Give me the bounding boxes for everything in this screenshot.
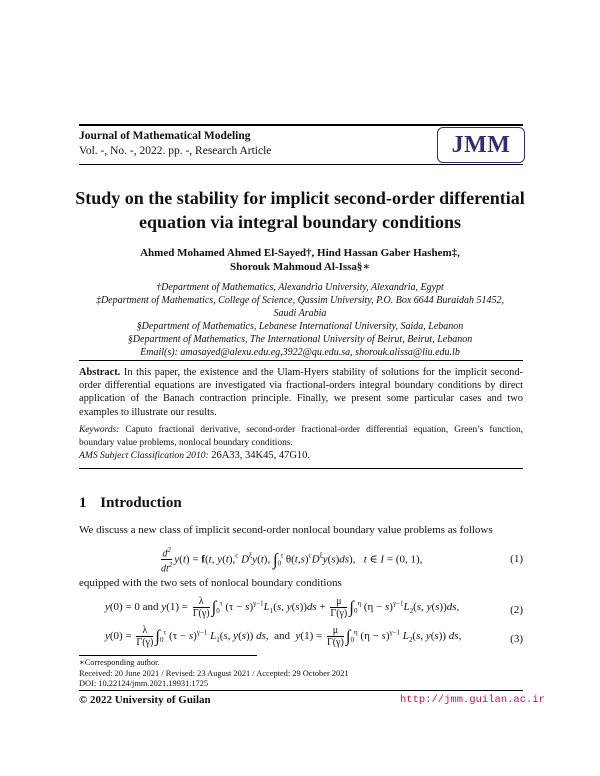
equation-2-number: (2) (510, 604, 523, 616)
doi: DOI: 10.22124/jmm.2021.19931.1725 (79, 679, 209, 689)
copyright: © 2022 University of Guilan (79, 694, 211, 706)
keywords-label: Keywords: (79, 425, 120, 435)
abstract-text: In this paper, the existence and the Ulam-Hyers stability of solutions for the implicit second-order differential equations are investigated via fractional-orders integral boundary conditions by direct application of the Banach contraction principle. Finally, we present some particular cases and two examples to illustrate our results. (79, 367, 523, 418)
journal-name: Journal of Mathematical Modeling (79, 130, 251, 142)
footnotes (79, 658, 349, 690)
affiliation-2: ‡Department of Mathematics, College of Science, Qassim University, P.O. Box 6644 Buraidah 51452, (95, 295, 505, 307)
authors-line-1: Ahmed Mohamed Ahmed El-Sayed†, Hind Hassan Gaber Hashem‡, (140, 247, 460, 259)
intro-paragraph: We discuss a new class of implicit second-order nonlocal boundary value problems as follows (79, 524, 493, 536)
section-number: 1 (79, 495, 87, 511)
author-list (60, 246, 540, 274)
equation-3-number: (3) (510, 633, 523, 645)
keywords (79, 424, 523, 449)
equation-2-body: y(0) = 0 and y(1) = $\frac{\lambda}{\Gamma(\gamma)}$ $\int_0^\tau$ $(\tau - s)^{\gamma-1}L_1(s$, y(s))ds + $\frac{\mu}{\Gamma(\gamma)}$ $\int_0^\eta$ $(\eta - s)^{\gamma-1}L_2(s$, y(s))ds, (105, 596, 460, 619)
author-emails: Email(s): amasayed@alexu.edu.eg,3922@qu.edu.sa, shorouk.alissa@liu.edu.lb (140, 347, 460, 359)
equation-3-body: y(0) = $\frac{\lambda}{\Gamma(\gamma)}$ $\int_0^\tau$ $(\tau - s)^{\gamma-1}$ $L_1(s$, y(s)) ds, and y(1) = $\frac{\mu}{\Gamma(\gamma)}$ $\int_0^\eta$ $(\eta - s)^{\gamma-1}$ $L_2(s$, y(s)) ds, (105, 625, 462, 648)
section-heading (79, 495, 182, 512)
ams-codes: 26A33, 34K45, 47G10. (211, 450, 311, 461)
footnote-rule (79, 655, 257, 656)
equation-3-and: and (274, 630, 291, 643)
corresponding-author-note: ∗Corresponding author. (79, 658, 160, 667)
abstract-label: Abstract. (79, 367, 121, 378)
abstract (79, 366, 523, 419)
volume-line: Vol. -, No. -, 2022. pp. -, Research Article (79, 145, 272, 157)
abstract-top-rule (79, 360, 523, 361)
abstract-bottom-rule (79, 468, 523, 469)
authors-line-2: Shorouk Mahmoud Al-Issa§∗ (229, 261, 371, 273)
keywords-text: Caputo fractional derivative, second-order fractional-order differential equation, Green’s function, boundary value problems, nonlocal boundary conditions. (79, 425, 524, 448)
paper-title (60, 186, 540, 234)
ams-classification (79, 450, 310, 461)
affiliation-2-cont: Saudi Arabia (273, 308, 327, 320)
equation-2-and: and (142, 601, 159, 614)
header-bottom-rule (79, 164, 523, 165)
second-derivative: $\frac{d^2}{dt^2}$ (161, 546, 173, 575)
affiliation-4: §Department of Mathematics, The International University of Beirut, Beirut, Lebanon (127, 334, 473, 346)
title-line-2: equation via integral boundary conditions (138, 212, 462, 232)
affiliations (40, 281, 560, 360)
title-line-1: Study on the stability for implicit second-order differential (75, 188, 525, 208)
header-top-rule (79, 124, 523, 126)
ams-label: AMS Subject Classification 2010: (79, 450, 209, 461)
received-dates: Received: 20 June 2021 / Revised: 23 August 2021 / Accepted: 29 October 2021 (79, 668, 349, 678)
equation-1-number: (1) (510, 553, 523, 565)
footer-rule (79, 690, 523, 691)
equation-1-body: $\frac{d^2}{dt^2}$ y(t) = f(t, y(t),$^c$ $D^\xi y(t)$, $\int_0^t$ $\theta(t,s)^cD^\xi y(s)ds$), t ∈ I = (0, 1), (161, 546, 423, 575)
journal-url-link[interactable]: http://jmm.guilan.ac.ir (400, 694, 545, 706)
section-title: Introduction (100, 495, 182, 511)
affiliation-1: †Department of Mathematics, Alexandria University, Alexandria, Egypt (156, 282, 444, 293)
boundary-intro-text: equipped with the two sets of nonlocal boundary conditions (79, 577, 342, 589)
journal-logo: JMM (437, 127, 525, 163)
affiliation-3: §Department of Mathematics, Lebanese International University, Saida, Lebanon (136, 321, 464, 333)
